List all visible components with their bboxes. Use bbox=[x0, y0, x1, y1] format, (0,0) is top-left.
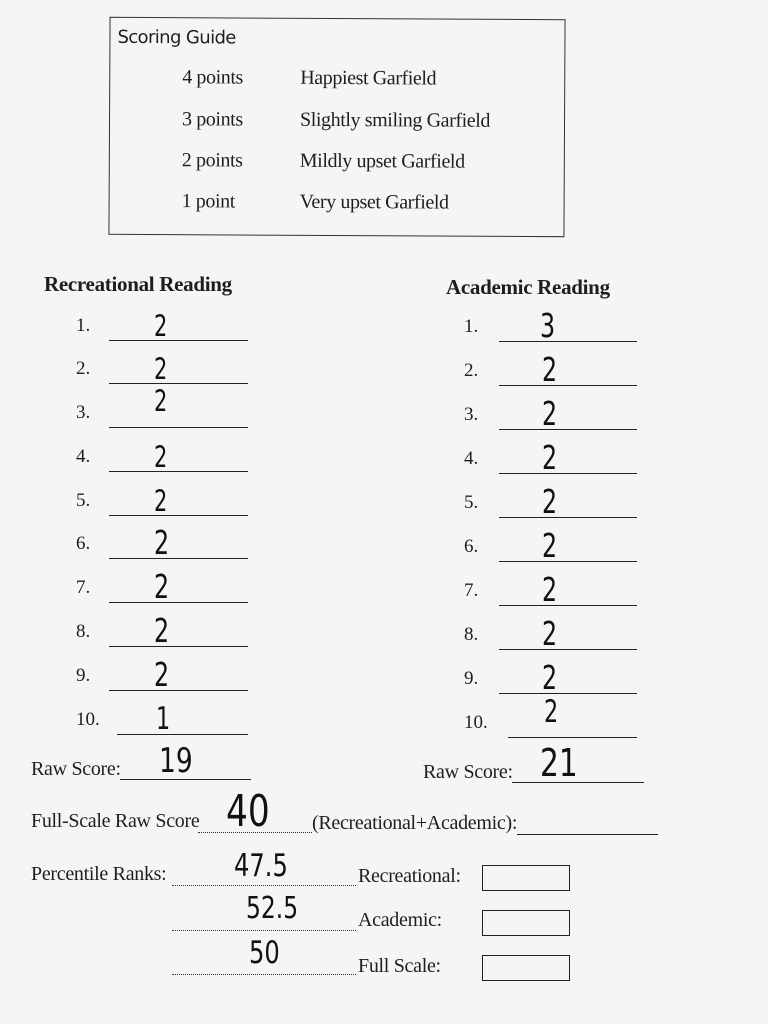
academic-item[interactable] bbox=[464, 438, 640, 477]
percentile-recreational-value[interactable]: 47.5 bbox=[234, 848, 288, 884]
full-scale-suffix: (Recreational+Academic): bbox=[312, 812, 518, 834]
academic-item[interactable] bbox=[464, 306, 640, 345]
recreational-item[interactable] bbox=[76, 348, 251, 384]
answer-line bbox=[499, 341, 637, 342]
answer-line bbox=[109, 471, 248, 472]
answer-line bbox=[499, 649, 637, 650]
guide-row bbox=[110, 108, 564, 132]
academic-percentile-box[interactable] bbox=[482, 910, 570, 936]
item-number: 1. bbox=[76, 315, 91, 336]
answer-line bbox=[109, 383, 248, 384]
percentile-ranks-label: Percentile Ranks: bbox=[31, 863, 167, 885]
answer-line bbox=[499, 693, 637, 694]
percentile-academic-label: Academic: bbox=[358, 909, 442, 931]
answer-line bbox=[499, 517, 637, 518]
item-number: 6. bbox=[76, 533, 91, 554]
recreational-raw-score-value[interactable]: 19 bbox=[159, 741, 193, 781]
item-number: 1. bbox=[464, 316, 479, 337]
item-number: 4. bbox=[464, 448, 479, 469]
handwritten-answer: 2 bbox=[154, 523, 170, 562]
guide-row bbox=[110, 149, 564, 173]
item-number: 7. bbox=[464, 580, 479, 601]
recreational-item[interactable] bbox=[76, 699, 251, 735]
full-scale-raw-score-label: Full-Scale Raw Score bbox=[31, 810, 200, 832]
recreational-item[interactable] bbox=[76, 384, 251, 428]
handwritten-answer: 2 bbox=[542, 350, 558, 389]
guide-row bbox=[110, 66, 564, 90]
handwritten-answer: 3 bbox=[540, 306, 556, 345]
percentile-full-scale-value[interactable]: 50 bbox=[249, 935, 280, 971]
academic-item[interactable] bbox=[464, 570, 640, 609]
academic-item[interactable] bbox=[464, 482, 640, 521]
recreational-item[interactable] bbox=[76, 480, 251, 516]
percentile-recreational-line bbox=[172, 885, 356, 886]
handwritten-answer: 2 bbox=[154, 352, 168, 386]
academic-item[interactable] bbox=[464, 694, 640, 738]
answer-line bbox=[109, 690, 248, 691]
full-scale-raw-score-value[interactable]: 40 bbox=[226, 786, 270, 837]
academic-raw-score-line bbox=[512, 782, 644, 783]
item-number: 8. bbox=[76, 621, 91, 642]
answer-line bbox=[508, 737, 637, 738]
item-number: 4. bbox=[76, 446, 91, 467]
guide-points: 1 point bbox=[181, 190, 235, 213]
item-number: 10. bbox=[76, 709, 100, 730]
answer-line bbox=[499, 429, 637, 430]
handwritten-answer: 2 bbox=[542, 394, 558, 433]
recreational-raw-score-label: Raw Score: bbox=[31, 758, 121, 780]
handwritten-answer: 2 bbox=[154, 440, 168, 474]
handwritten-answer: 2 bbox=[154, 384, 168, 418]
item-number: 7. bbox=[76, 577, 91, 598]
answer-line bbox=[109, 515, 248, 516]
item-number: 2. bbox=[76, 358, 91, 379]
academic-raw-score-value[interactable]: 21 bbox=[540, 741, 578, 785]
answer-line bbox=[117, 734, 248, 735]
guide-points: 4 points bbox=[182, 66, 244, 89]
handwritten-answer: 2 bbox=[154, 567, 170, 606]
academic-reading-title: Academic Reading bbox=[446, 275, 610, 299]
full-scale-percentile-box[interactable] bbox=[482, 955, 570, 981]
item-number: 9. bbox=[76, 665, 91, 686]
handwritten-answer: 2 bbox=[154, 484, 168, 518]
guide-points: 3 points bbox=[181, 108, 243, 131]
academic-raw-score-label: Raw Score: bbox=[423, 761, 513, 783]
percentile-full-scale-label: Full Scale: bbox=[358, 955, 441, 977]
item-number: 2. bbox=[464, 360, 479, 381]
guide-row bbox=[110, 190, 564, 214]
answer-line bbox=[109, 646, 248, 647]
recreational-item[interactable] bbox=[76, 305, 251, 341]
item-number: 8. bbox=[464, 624, 479, 645]
guide-description: Happiest Garfield bbox=[300, 66, 437, 90]
item-number: 6. bbox=[464, 536, 479, 557]
recreational-item[interactable] bbox=[76, 655, 251, 694]
item-number: 5. bbox=[76, 490, 91, 511]
handwritten-answer: 2 bbox=[544, 694, 559, 730]
answer-line bbox=[499, 473, 637, 474]
scoring-guide-title: Scoring Guide bbox=[117, 26, 236, 49]
academic-item[interactable] bbox=[464, 394, 640, 433]
item-number: 10. bbox=[464, 712, 488, 733]
handwritten-answer: 2 bbox=[542, 658, 558, 697]
item-number: 3. bbox=[464, 404, 479, 425]
item-number: 3. bbox=[76, 402, 91, 423]
answer-line bbox=[109, 340, 248, 341]
answer-line bbox=[499, 385, 637, 386]
percentile-full-scale-line bbox=[172, 974, 356, 975]
handwritten-answer: 2 bbox=[542, 570, 558, 609]
handwritten-answer: 2 bbox=[154, 611, 170, 650]
handwritten-answer: 2 bbox=[542, 482, 558, 521]
handwritten-answer: 1 bbox=[156, 701, 171, 737]
guide-description: Very upset Garfield bbox=[299, 190, 449, 214]
recreational-item[interactable] bbox=[76, 523, 251, 562]
scoring-guide-box bbox=[108, 17, 565, 237]
recreational-reading-title: Recreational Reading bbox=[44, 272, 232, 296]
percentile-recreational-label: Recreational: bbox=[358, 865, 461, 887]
handwritten-answer: 2 bbox=[542, 614, 558, 653]
guide-description: Mildly upset Garfield bbox=[299, 149, 465, 173]
percentile-academic-value[interactable]: 52.5 bbox=[246, 891, 299, 926]
handwritten-answer: 2 bbox=[542, 526, 558, 565]
recreational-percentile-box[interactable] bbox=[482, 865, 570, 891]
item-number: 9. bbox=[464, 668, 479, 689]
academic-item[interactable] bbox=[464, 526, 640, 565]
handwritten-answer: 2 bbox=[542, 438, 558, 477]
guide-points: 2 points bbox=[181, 149, 243, 172]
academic-item[interactable] bbox=[464, 658, 640, 697]
recreational-item[interactable] bbox=[76, 436, 251, 472]
academic-item[interactable] bbox=[464, 614, 640, 653]
guide-description: Slightly smiling Garfield bbox=[299, 108, 491, 132]
answer-line bbox=[499, 605, 637, 606]
answer-line bbox=[109, 602, 248, 603]
answer-line bbox=[499, 561, 637, 562]
answer-line bbox=[109, 558, 248, 559]
full-scale-answer-line[interactable] bbox=[517, 834, 658, 835]
recreational-item[interactable] bbox=[76, 567, 251, 606]
recreational-item[interactable] bbox=[76, 611, 251, 650]
academic-item[interactable] bbox=[464, 350, 640, 389]
handwritten-answer: 2 bbox=[154, 655, 170, 694]
percentile-academic-line bbox=[172, 930, 356, 931]
item-number: 5. bbox=[464, 492, 479, 513]
answer-line bbox=[109, 427, 248, 428]
handwritten-answer: 2 bbox=[154, 309, 168, 343]
